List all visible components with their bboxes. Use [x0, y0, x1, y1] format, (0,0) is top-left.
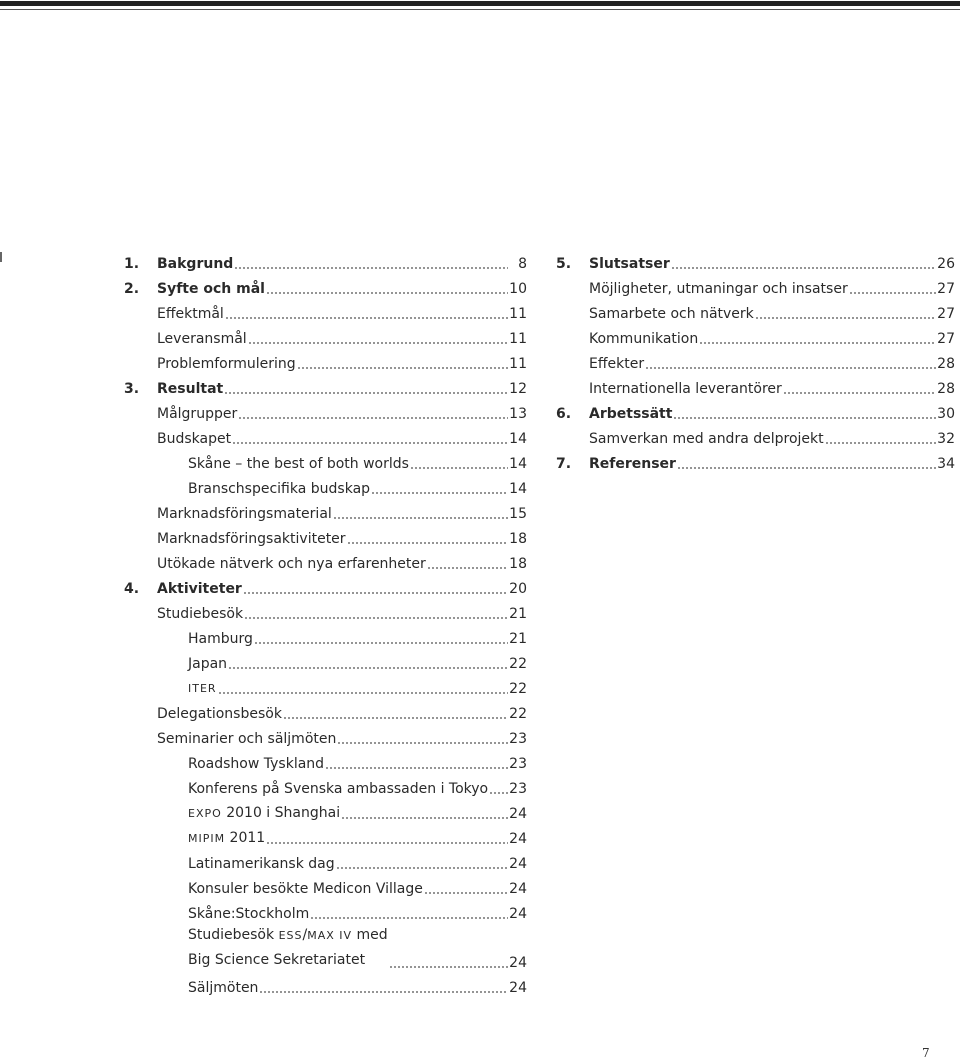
crop-mark	[0, 252, 2, 262]
toc-section-number: 6.	[556, 406, 572, 422]
toc-entry-label-line1: Studiebesök ESS/MAX IV med	[188, 927, 388, 943]
toc-page-number: 18	[509, 556, 527, 572]
dot-leader	[424, 892, 508, 894]
dot-leader	[755, 317, 936, 319]
toc-entry-label: Resultat	[157, 381, 224, 397]
toc-entry-label: Delegationsbesök	[157, 706, 282, 722]
toc-entry-label: Marknadsföringsaktiviteter	[157, 531, 346, 547]
toc-page-number: 22	[509, 656, 527, 672]
toc-entry[interactable]	[556, 348, 955, 373]
toc-page-number: 23	[509, 781, 527, 797]
dot-leader	[699, 342, 936, 344]
dot-leader	[297, 367, 508, 369]
dot-leader	[310, 917, 508, 919]
toc-page-number: 27	[937, 281, 955, 297]
toc-entry[interactable]	[124, 623, 527, 648]
toc-entry-label: Roadshow Tyskland	[188, 756, 325, 772]
toc-entry[interactable]	[124, 898, 527, 923]
dot-leader	[337, 742, 508, 744]
toc-entry-label	[188, 923, 388, 972]
toc-entry[interactable]	[124, 723, 527, 748]
header-rule-thin	[0, 9, 960, 10]
dot-leader	[232, 442, 508, 444]
toc-page-number: 12	[509, 381, 527, 397]
toc-entry[interactable]	[124, 498, 527, 523]
toc-entry[interactable]	[124, 573, 527, 598]
toc-entry[interactable]	[556, 248, 955, 273]
toc-page-number: 10	[509, 281, 527, 297]
toc-entry-label: Branschspecifika budskap	[188, 481, 371, 497]
toc-entry[interactable]	[124, 698, 527, 723]
toc-page-number: 24	[509, 831, 527, 847]
dot-leader	[228, 667, 508, 669]
dot-leader	[371, 492, 508, 494]
toc-section-number: 1.	[124, 256, 140, 272]
toc-page-number: 23	[509, 731, 527, 747]
dot-leader	[225, 317, 508, 319]
toc-entry-label: Leveransmål	[157, 331, 247, 347]
toc-page-number: 11	[509, 331, 527, 347]
toc-entry-label: Referenser	[589, 456, 676, 472]
toc-entry[interactable]	[124, 548, 527, 573]
toc-entry[interactable]	[124, 923, 527, 972]
toc-page-number: 24	[509, 980, 527, 996]
dot-leader	[825, 442, 936, 444]
toc-page-number: 24	[509, 906, 527, 922]
toc-entry[interactable]	[124, 348, 527, 373]
toc-entry-label: Effekter	[589, 356, 645, 372]
dot-leader	[336, 867, 508, 869]
dot-leader	[234, 267, 508, 269]
toc-entry[interactable]	[124, 873, 527, 898]
toc-entry-label: Problemformulering	[157, 356, 296, 372]
dot-leader	[677, 467, 936, 469]
toc-page-number: 8	[518, 256, 527, 272]
toc-entry-label: Säljmöten	[188, 980, 259, 996]
toc-page-number: 28	[937, 356, 955, 372]
toc-entry-label: MIPIM 2011	[188, 830, 266, 846]
toc-page-number: 21	[509, 631, 527, 647]
toc-page-number: 21	[509, 606, 527, 622]
toc-page-number: 32	[937, 431, 955, 447]
toc-page-number: 15	[509, 506, 527, 522]
toc-entry-label: Japan	[188, 656, 228, 672]
toc-entry[interactable]	[124, 523, 527, 548]
page-number: 7	[922, 1046, 930, 1060]
toc-entry-label: Konsuler besökte Medicon Village	[188, 881, 423, 897]
dot-leader	[224, 392, 508, 394]
toc-entry[interactable]	[124, 398, 527, 423]
toc-page-number: 24	[509, 881, 527, 897]
dot-leader	[259, 991, 508, 993]
toc-entry-label: Aktiviteter	[157, 581, 242, 597]
toc-entry-label: Kommunikation	[589, 331, 699, 347]
toc-entry[interactable]	[124, 598, 527, 623]
dot-leader	[783, 392, 936, 394]
toc-page-number: 11	[509, 356, 527, 372]
dot-leader	[489, 792, 508, 794]
header-rule-thick	[0, 1, 960, 6]
toc-entry[interactable]	[556, 323, 955, 348]
dot-leader	[248, 342, 508, 344]
toc-page-number: 22	[509, 681, 527, 697]
toc-page-number: 24	[509, 806, 527, 822]
toc-entry[interactable]	[124, 323, 527, 348]
dot-leader	[266, 292, 508, 294]
dot-leader	[341, 817, 508, 819]
dot-leader	[333, 517, 508, 519]
toc-entry-label: ITER	[188, 682, 217, 695]
dot-leader	[389, 966, 508, 968]
dot-leader	[671, 267, 936, 269]
toc-page-number: 26	[937, 256, 955, 272]
toc-entry[interactable]	[124, 773, 527, 798]
toc-entry[interactable]	[124, 473, 527, 498]
dot-leader	[254, 642, 508, 644]
toc-page-number: 27	[937, 331, 955, 347]
toc-entry-label: Hamburg	[188, 631, 253, 647]
toc-page-number: 14	[509, 456, 527, 472]
dot-leader	[645, 367, 936, 369]
toc-entry[interactable]	[124, 748, 527, 773]
toc-entry-label: Syfte och mål	[157, 281, 265, 297]
toc-entry-label: Bakgrund	[157, 256, 234, 272]
toc-page-number: 18	[509, 531, 527, 547]
toc-entry-label: Samverkan med andra delprojekt	[589, 431, 824, 447]
toc-entry[interactable]	[124, 373, 527, 398]
toc-entry-label: EXPO 2010 i Shanghai	[188, 805, 341, 821]
dot-leader	[325, 767, 508, 769]
toc-section-number: 5.	[556, 256, 572, 272]
toc-entry-label: Målgrupper	[157, 406, 238, 422]
toc-entry[interactable]	[124, 798, 527, 823]
toc-entry-label: Arbetssätt	[589, 406, 673, 422]
toc-page-number: 14	[509, 481, 527, 497]
toc-page-number: 34	[937, 456, 955, 472]
toc-entry[interactable]	[556, 448, 955, 473]
toc-entry-label: Utökade nätverk och nya erfarenheter	[157, 556, 426, 572]
dot-leader	[849, 292, 936, 294]
toc-page-number: 30	[937, 406, 955, 422]
dot-leader	[347, 542, 508, 544]
toc-page-number: 24	[509, 955, 527, 971]
dot-leader	[410, 467, 508, 469]
toc-right-column	[556, 248, 955, 473]
toc-page-number: 22	[509, 706, 527, 722]
toc-entry-label: Budskapet	[157, 431, 232, 447]
toc-entry[interactable]	[124, 823, 527, 848]
toc-entry-label: Möjligheter, utmaningar och insatser	[589, 281, 848, 297]
toc-page-number: 20	[509, 581, 527, 597]
toc-section-number: 3.	[124, 381, 140, 397]
toc-entry-label-line2: Big Science Sekretariatet	[188, 952, 366, 968]
toc-entry[interactable]	[124, 448, 527, 473]
toc-section-number: 7.	[556, 456, 572, 472]
toc-page-number: 28	[937, 381, 955, 397]
toc-entry-label: Marknadsföringsmaterial	[157, 506, 332, 522]
toc-page-number: 14	[509, 431, 527, 447]
toc-entry-label: Seminarier och säljmöten	[157, 731, 337, 747]
toc-entry-label: Studiebesök	[157, 606, 244, 622]
toc-page-number: 24	[509, 856, 527, 872]
toc-entry-label: Internationella leverantörer	[589, 381, 782, 397]
toc-page-number: 27	[937, 306, 955, 322]
toc-entry[interactable]	[124, 423, 527, 448]
toc-entry[interactable]	[124, 972, 527, 997]
dot-leader	[673, 417, 936, 419]
toc-entry-label: Effektmål	[157, 306, 224, 322]
dot-leader	[218, 692, 508, 694]
toc-entry-label: Samarbete och nätverk	[589, 306, 754, 322]
toc-entry-label: Slutsatser	[589, 256, 670, 272]
toc-section-number: 2.	[124, 281, 140, 297]
toc-entry-label: Konferens på Svenska ambassaden i Tokyo	[188, 781, 489, 797]
toc-page-number: 13	[509, 406, 527, 422]
toc-entry[interactable]	[556, 373, 955, 398]
toc-entry[interactable]	[124, 248, 527, 273]
toc-entry[interactable]	[124, 298, 527, 323]
dot-leader	[238, 417, 508, 419]
dot-leader	[243, 592, 508, 594]
toc-entry[interactable]	[124, 673, 527, 698]
toc-entry[interactable]	[556, 398, 955, 423]
toc-entry-label: Skåne:Stockholm	[188, 906, 310, 922]
toc-entry[interactable]	[556, 423, 955, 448]
dot-leader	[244, 617, 508, 619]
dot-leader	[266, 842, 508, 844]
toc-entry-label: Latinamerikansk dag	[188, 856, 335, 872]
dot-leader	[283, 717, 508, 719]
toc-entry-label: Skåne – the best of both worlds	[188, 456, 409, 472]
toc-page-number: 11	[509, 306, 527, 322]
dot-leader	[427, 567, 508, 569]
toc-page-number: 23	[509, 756, 527, 772]
toc-entry[interactable]	[556, 273, 955, 298]
toc-entry[interactable]	[556, 298, 955, 323]
toc-section-number: 4.	[124, 581, 140, 597]
toc-left-column	[124, 248, 527, 997]
toc-entry[interactable]	[124, 648, 527, 673]
toc-entry[interactable]	[124, 273, 527, 298]
toc-entry[interactable]	[124, 848, 527, 873]
